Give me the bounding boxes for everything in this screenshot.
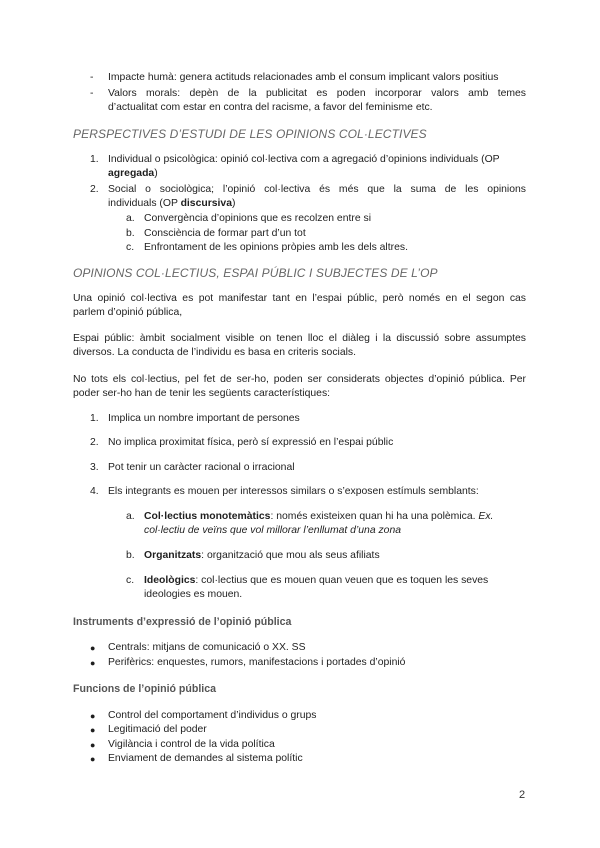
paragraph-line: No tots els col·lectius, pel fet de ser-ho, poden ser considerats objectes d’opinió pública. Per xyxy=(73,374,526,385)
intro-bullet-text: d’actualitat com estar en contra del racisme, a favor del feminisme etc. xyxy=(108,102,433,113)
bullet-dot: ● xyxy=(90,711,96,721)
list-marker: 3. xyxy=(90,462,99,473)
sublist-item-text: Ideològics: col·lectius que es mouen quan veuen que es toquen les seves xyxy=(144,575,489,586)
intro-bullet-text: Valors morals: depèn de la publicitat es poden incorporar valors amb temes xyxy=(108,88,526,99)
paragraph-line: parlem d’opinió pública, xyxy=(73,307,183,318)
subsection-heading: Instruments d’expressió de l’opinió pública xyxy=(73,616,292,628)
bold-term: Col·lectius monotemàtics xyxy=(144,511,271,522)
list-marker: 1. xyxy=(90,413,99,424)
bullet-dot: ● xyxy=(90,740,96,750)
sublist-marker: a. xyxy=(126,213,135,224)
section-heading: PERSPECTIVES D’ESTUDI DE LES OPINIONS COL·LECTIVES xyxy=(73,127,427,141)
sublist-item-text: ideologies es mouen. xyxy=(144,589,243,600)
paragraph-line: poder ser-ho han de tenir les següents característiques: xyxy=(73,388,331,399)
bullet-dot: ● xyxy=(90,754,96,764)
list-item-text: Enviament de demandes al sistema polític xyxy=(108,753,303,764)
bold-term: discursiva xyxy=(180,198,232,209)
bullet-marker: - xyxy=(90,88,94,99)
list-marker: 2. xyxy=(90,184,99,195)
list-item-text: Legitimació del poder xyxy=(108,724,207,735)
bullet-dot: ● xyxy=(90,725,96,735)
list-item-text: Perifèrics: enquestes, rumors, manifestacions i portades d’opinió xyxy=(108,657,406,668)
bold-term: agregada xyxy=(108,168,155,179)
list-item-text: Centrals: mitjans de comunicació o XX. SS xyxy=(108,642,306,653)
sublist-item-text: Consciència de formar part d’un tot xyxy=(144,228,306,239)
list-marker: 4. xyxy=(90,486,99,497)
sublist-item-text: Convergència d’opinions que es recolzen entre si xyxy=(144,213,372,224)
page-number: 2 xyxy=(519,789,526,801)
paragraph-line: diversos. La conducta de l’individu es basa en criteris socials. xyxy=(73,347,357,358)
list-item-text: Social o sociològica; l’opinió col·lectiva és més que la suma de les opinions xyxy=(108,184,526,195)
list-item-text: No implica proximitat física, però sí expressió en l’espai públic xyxy=(108,437,394,448)
sublist-marker: a. xyxy=(126,511,135,522)
bold-term: Organitzats xyxy=(144,550,202,561)
paragraph-line: Espai públic: àmbit socialment visible on tenen lloc el diàleg i la discussió sobre assumptes xyxy=(73,333,526,344)
list-item-text: individuals (OP discursiva) xyxy=(108,198,236,209)
list-item-text: Individual o psicològica: opinió col·lectiva com a agregació d’opinions individuals (OP xyxy=(108,154,500,165)
example-text: col·lectiu de veïns que vol millorar l’enllumat d’una zona xyxy=(144,525,402,536)
subsection-heading: Funcions de l’opinió pública xyxy=(73,683,217,695)
list-item-text: Pot tenir un caràcter racional o irracional xyxy=(108,462,295,473)
sublist-marker: c. xyxy=(126,242,135,253)
section-heading: OPINIONS COL·LECTIUS, ESPAI PÚBLIC I SUBJECTES DE L’OP xyxy=(73,266,438,280)
bullet-marker: - xyxy=(90,72,94,83)
bold-term: Ideològics xyxy=(144,575,196,586)
list-item-text: Els integrants es mouen per interessos similars o s’exposen estímuls semblants: xyxy=(108,486,479,497)
sublist-item-text: Enfrontament de les opinions pròpies amb les dels altres. xyxy=(144,242,408,253)
list-marker: 2. xyxy=(90,437,99,448)
bullet-dot: ● xyxy=(90,658,96,668)
list-item-text: Vigilància i control de la vida política xyxy=(108,739,275,750)
sublist-item-text: Col·lectius monotemàtics: només existeixen quan hi ha una polèmica. Ex. xyxy=(144,511,494,522)
intro-bullet-text: Impacte humà: genera actituds relacionades amb el consum implicant valors positius xyxy=(108,72,499,83)
bullet-dot: ● xyxy=(90,643,96,653)
list-item-text: Control del comportament d’individus o grups xyxy=(108,710,317,721)
list-marker: 1. xyxy=(90,154,99,165)
sublist-item-text: Organitzats: organització que mou als seus afiliats xyxy=(144,550,380,561)
paragraph-line: Una opinió col·lectiva es pot manifestar tant en l’espai públic, però només en el segon cas xyxy=(73,293,526,304)
sublist-marker: b. xyxy=(126,228,135,239)
sublist-marker: b. xyxy=(126,550,135,561)
sublist-marker: c. xyxy=(126,575,135,586)
list-item-text: Implica un nombre important de persones xyxy=(108,413,300,424)
list-item-text: agregada) xyxy=(108,168,158,179)
